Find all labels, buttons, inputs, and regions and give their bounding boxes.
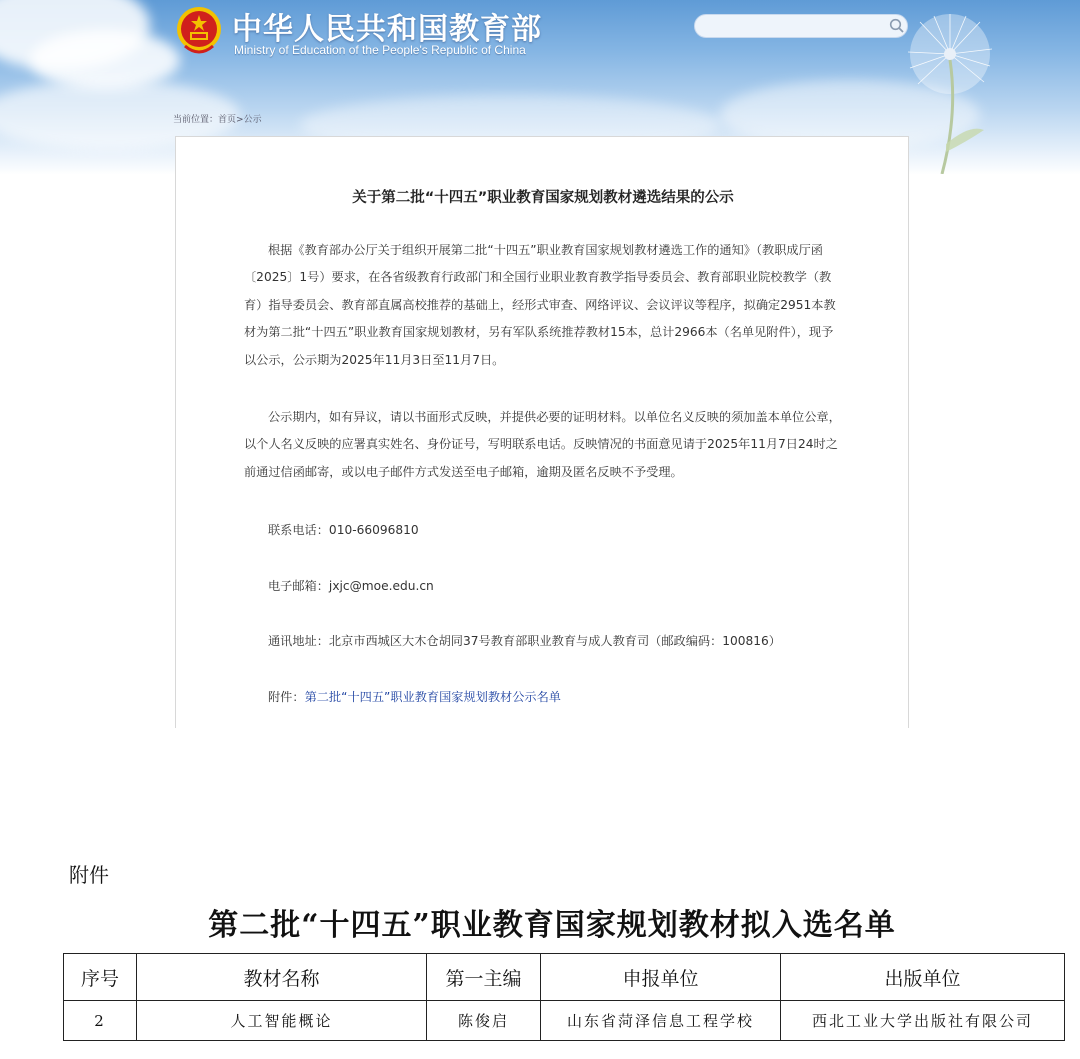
attachment-label: 附件： [268,690,305,704]
attachment-line [268,688,561,705]
column-header: 第一主编 [427,954,541,1001]
column-header: 序号 [64,954,137,1001]
breadcrumb-separator: > [236,115,244,125]
column-header: 出版单位 [781,954,1065,1001]
article-paragraph-1: 根据《教育部办公厅关于组织开展第二批“十四五”职业教育国家规划教材遴选工作的通知》（教职成厅函〔2025〕1号）要求，在各省级教育行政部门和全国行业职业教育教学指导委员会、教育部职业院校教学（教育）指导委员会、教育部直属高校推荐的基础上，经形式审查、网络评议、会议评议等程序，拟确定2951本教材为第二批“十四五”职业教育国家规划教材，另有军队系统推荐教材15本，总计2966本（名单见附件），现予以公示，公示期为2025年11月3日至11月7日。 [244,243,836,367]
site-title[interactable]: 中华人民共和国教育部 [232,12,542,47]
column-header: 教材名称 [137,954,427,1001]
table-cell: 人工智能概论 [137,1001,427,1041]
table-row [64,1001,1065,1041]
article-title: 关于第二批“十四五”职业教育国家规划教材遴选结果的公示 [352,190,734,206]
table-cell: 山东省菏泽信息工程学校 [541,1001,781,1041]
contact-address: 通讯地址：北京市西城区大木仓胡同37号教育部职业教育与成人教育司（邮政编码：100816） [268,634,781,648]
search-input[interactable] [694,14,908,38]
site-subtitle: Ministry of Education of the People's Republic of China [234,43,526,57]
textbook-list-table [63,953,1065,1041]
column-header: 申报单位 [541,954,781,1001]
contact-email: 电子邮箱：jxjc@moe.edu.cn [268,579,434,593]
attachment-link[interactable]: 第二批“十四五”职业教育国家规划教材公示名单 [304,690,561,704]
breadcrumb-current[interactable]: 公示 [243,115,262,125]
breadcrumb-prefix: 当前位置： [173,115,219,125]
document-title: 第二批“十四五”职业教育国家规划教材拟入选名单 [208,908,896,943]
breadcrumb [173,112,262,125]
table-cell: 西北工业大学出版社有限公司 [781,1001,1065,1041]
national-emblem-icon[interactable] [175,2,223,58]
article-panel [175,136,909,728]
table-header-row [64,954,1065,1001]
contact-phone: 联系电话：010-66096810 [268,523,419,537]
breadcrumb-home-link[interactable]: 首页 [218,115,237,125]
article-paragraph-2: 公示期内，如有异议，请以书面形式反映，并提供必要的证明材料。以单位名义反映的须加盖本单位公章，以个人名义反映的应署真实姓名、身份证号，写明联系电话。反映情况的书面意见请于2025年11月7日24时之前通过信函邮寄，或以电子邮件方式发送至电子邮箱，逾期及匿名反映不予受理。 [244,410,841,479]
document-label: 附件 [69,863,109,887]
dandelion-decoration [880,4,1080,174]
table-cell: 陈俊启 [427,1001,541,1041]
table-cell: 2 [64,1001,137,1041]
